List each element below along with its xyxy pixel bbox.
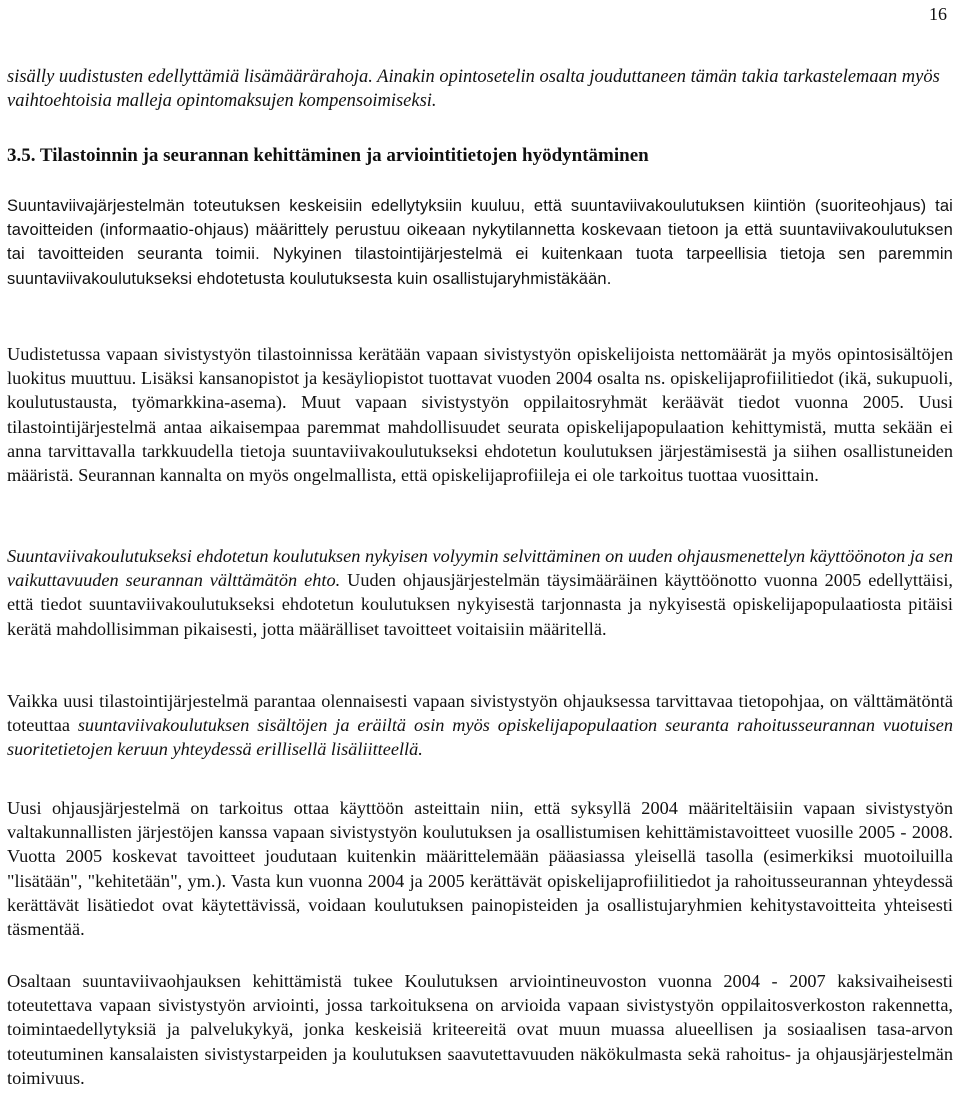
page-number: 16 bbox=[929, 4, 947, 24]
section-number: 3.5. bbox=[7, 145, 36, 166]
intro-paragraph: sisälly uudistusten edellyttämiä lisämäärärahoja. Ainakin opintosetelin osalta jouduttaneen tämän takia tarkastelemaan myös vaihtoehtoisia malleja opintomaksujen kompensoimiseksi. bbox=[7, 67, 940, 111]
paragraph-3 bbox=[7, 544, 953, 641]
paragraph-3-emphasis: Suuntaviivakoulutukseksi ehdotetun koulutuksen nykyisen volyymin selvittäminen on uuden ohjausmenettelyn käyttöönoton ja sen vaikuttavuuden seurannan välttämätön ehto. bbox=[7, 546, 953, 591]
paragraph-4-emphasis: suuntaviivakoulutuksen sisältöjen ja eräiltä osin myös opiskelijapopulaation seuranta rahoitusseurannan vuotuisen suoritetietojen keruun yhteydessä erillisellä lisäliitteellä. bbox=[7, 715, 953, 760]
paragraph-6: Osaltaan suuntaviivaohjauksen kehittämistä tukee Koulutuksen arviointineuvoston vuonna 2004 - 2007 kaksivaiheisesti toteutettava vapaan sivistystyön arviointi, jossa tarkoituksena on arvioida vapaan sivistystyön oppilaitosverkoston rakennetta, toimintaedellytyksiä ja palvelukykyä, jonka keskeisiä kriteereitä ovat muun muassa alueellisen ja sosiaalisen tasa-arvon toteutuminen kansalaisten sivistystarpeiden ja koulutuksen saavutettavuuden näkökulmasta sekä rahoitus- ja ohjausjärjestelmän toimivuus. bbox=[7, 971, 953, 1088]
section-title: Tilastoinnin ja seurannan kehittäminen ja arviointitietojen hyödyntäminen bbox=[39, 145, 649, 166]
paragraph-2: Uudistetussa vapaan sivistystyön tilastoinnissa kerätään vapaan sivistystyön opiskelijoista nettomäärät ja myös opintosisältöjen luokitus muuttuu. Lisäksi kansanopistot ja kesäyliopistot tuottavat vuoden 2004 osalta ns. opiskelijaprofiilitiedot (ikä, sukupuoli, koulutustausta, työmarkkina-asema). Muut vapaan sivistystyön oppilaitosryhmät keräävät tiedot vuonna 2005. Uusi tilastointijärjestelmä antaa aikaisempaa paremmat mahdollisuudet seurata opiskelijapopulaation kehittymistä, mutta sekään ei anna tarvittavalla tarkkuudella tietoja suuntaviivakoulutukseksi ehdotetun koulutuksen järjestämisestä ja siihen osallistuneiden määristä. Seurannan kannalta on myös ongelmallista, että opiskelijaprofiileja ei ole tarkoitus tuottaa vuosittain. bbox=[7, 344, 953, 486]
paragraph-4 bbox=[7, 689, 953, 762]
paragraph-4-text: Vaikka uusi tilastointijärjestelmä parantaa olennaisesti vapaan sivistystyön ohjauksessa tarvittavaa tietopohjaa, on välttämätöntä toteuttaa bbox=[7, 691, 953, 736]
paragraph-5: Uusi ohjausjärjestelmä on tarkoitus ottaa käyttöön asteittain niin, että syksyllä 2004 määriteltäisiin vapaan sivistystyön valtakunnallisten järjestöjen kanssa vapaan sivistystyön koulutuksen ja osallistumisen kehittämistavoitteet vuosille 2005 - 2008. Vuotta 2005 koskevat tavoitteet joudutaan kuitenkin määrittelemään pääasiassa yleisellä tasolla (esimerkiksi muotoiluilla "lisätään", "kehitetään", ym.). Vasta kun vuonna 2004 ja 2005 kerättävät opiskelijaprofiilitiedot ja rahoitusseurannan yhteydessä kerättävät lisätiedot ovat käytettävissä, voidaan koulutuksen painopisteiden ja osallistujaryhmien kehitystavoitteita yhteisesti täsmentää. bbox=[7, 798, 953, 940]
paragraph-1: Suuntaviivajärjestelmän toteutuksen keskeisiin edellytyksiin kuuluu, että suuntaviivakoulutuksen kiintiön (suoriteohjaus) tai tavoitteiden (informaatio-ohjaus) määrittely perustuu oikeaan nykytilannetta koskevaan tietoon ja että suuntaviivakoulutuksen tai tavoitteiden seuranta toimii. Nykyinen tilastointijärjestelmä ei kuitenkaan tuota tarpeellisia tietoja sen paremmin suuntaviivakoulutukseksi ehdotetusta koulutuksesta kuin osallistujaryhmistäkään. bbox=[7, 197, 953, 288]
section-heading bbox=[7, 145, 955, 167]
paragraph-3-text: Uuden ohjausjärjestelmän täysimääräinen käyttöönotto vuonna 2005 edellyttäisi, että tiedot suuntaviivakoulutukseksi ehdotetun koulutuksen nykyisestä tarjonnasta ja nykyisestä opiskelijapopulaatiosta pitäisi kerätä mahdollisimman pikaisesti, jotta määrälliset tavoitteet voitaisiin määritellä. bbox=[7, 570, 953, 639]
